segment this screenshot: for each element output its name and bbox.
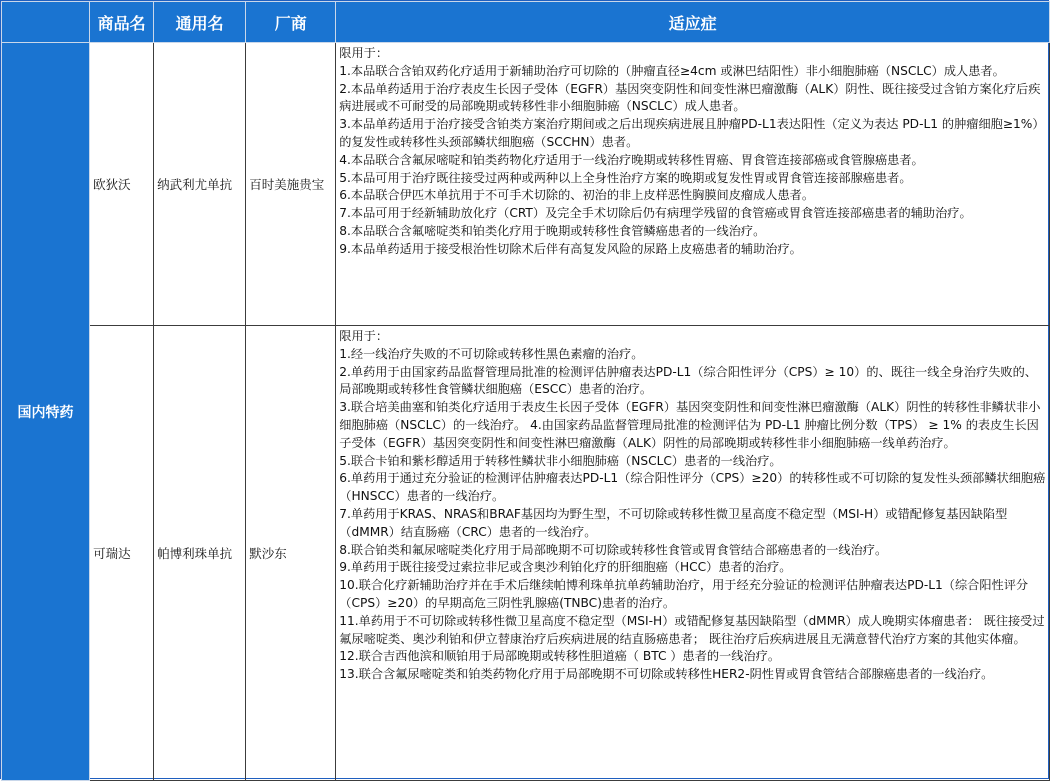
header-maker: 厂商: [246, 2, 336, 43]
header-row: [2, 2, 1050, 43]
indication-line: 6.单药用于通过充分验证的检测评估肿瘤表达PD-L1（综合阳性评分（CPS）≥20）的转移性或不可切除的复发性头颈部鳞状细胞癌（HNSCC）患者的一线治疗。: [339, 471, 1046, 504]
indication-line: 7.单药用于KRAS、NRAS和BRAF基因均为野生型，不可切除或转移性微卫星高度不稳定型（MSI-H）或错配修复基因缺陷型（dMMR）结直肠癌（CRC）患者的一线治疗。: [339, 506, 1008, 539]
indication-line: 6.本品联合伊匹木单抗用于不可手术切除的、初治的非上皮样恶性胸膜间皮瘤成人患者。: [339, 188, 815, 203]
header-corner: [2, 2, 90, 43]
indication-line: 1.经一线治疗失败的不可切除或转移性黑色素瘤的治疗。: [339, 346, 644, 361]
indication-line: 4.本品联合含氟尿嘧啶和铂类药物化疗适用于一线治疗晚期或转移性胃癌、胃食管连接部癌或食管腺癌患者。: [339, 152, 924, 167]
category-cell: 国内特药: [2, 43, 90, 781]
generic-cell: 纳武利尤单抗: [154, 43, 246, 326]
indication-line: 9.单药用于既往接受过索拉非尼或含奥沙利铂化疗的肝细胞癌（HCC）患者的治疗。: [339, 560, 792, 575]
brand-cell: 可瑞达: [90, 326, 154, 781]
indication-line: 13.联合含氟尿嘧啶类和铂类药物化疗用于局部晚期不可切除或转移性HER2-阴性胃或胃食管结合部腺癌患者的一线治疗。: [339, 667, 994, 682]
indication-line: 9.本品单药适用于接受根治性切除术后伴有高复发风险的尿路上皮癌患者的辅助治疗。: [339, 241, 802, 256]
indication-line: 2.单药用于由国家药品监督管理局批准的检测评估肿瘤表达PD-L1（综合阳性评分（CPS）≥ 10）的、既往一线全身治疗失败的、局部晚期或转移性食管鳞状细胞癌（ESCC）患者的治疗。: [339, 364, 1037, 397]
indication-line: 3.本品单药适用于治疗接受含铂类方案治疗期间或之后出现疾病进展且肿瘤PD-L1表达阳性（定义为表达 PD-L1 的肿瘤细胞≥1%）的复发性或转移性头颈部鳞状细胞癌（SCCHN）患者。: [339, 117, 1045, 149]
indication-line: 2.本品单药适用于治疗表皮生长因子受体（EGFR）基因突变阴性和间变性淋巴瘤激酶（ALK）阴性、既往接受过含铂方案化疗后疾病进展或不可耐受的局部晚期或转移性非小细胞肺癌（NSCLC）成人患者。: [339, 81, 1041, 114]
indication-line: 5.联合卡铂和紫杉醇适用于转移性鳞状非小细胞肺癌（NSCLC）患者的一线治疗。: [339, 453, 782, 468]
indication-line: 8.本品联合含氟嘧啶类和铂类化疗用于晚期或转移性食管鳞癌患者的一线治疗。: [339, 223, 766, 238]
indication-cell: [336, 43, 1050, 326]
drug-indication-table: [1, 1, 1050, 781]
indication-line: 5.本品可用于治疗既往接受过两种或两种以上全身性治疗方案的晚期或复发性胃或胃食管连接部腺癌患者。: [339, 170, 912, 185]
indication-line: 11.单药用于不可切除或转移性微卫星高度不稳定型（MSI-H）或错配修复基因缺陷型（dMMR）成人晚期实体瘤患者： 既往接受过氟尿嘧啶类、奥沙利铂和伊立替康治疗后疾病进展的结直肠癌患者； 既往治疗后疾病进展且无满意替代治疗方案的其他实体瘤。: [339, 613, 1045, 646]
generic-cell: 帕博利珠单抗: [154, 326, 246, 781]
indication-line: 限用于：: [339, 46, 389, 60]
header-generic: 通用名: [154, 2, 246, 43]
indication-line: 12.联合吉西他滨和顺铂用于局部晚期或转移性胆道癌（ BTC ）患者的一线治疗。: [339, 649, 781, 664]
indication-line: 3.联合培美曲塞和铂类化疗适用于表皮生长因子受体（EGFR）基因突变阴性和间变性淋巴瘤激酶（ALK）阴性的转移性非鳞状非小细胞肺癌（NSCLC）的一线治疗。 4.由国家药品监督管理局批准的检测评估为 PD-L1 肿瘤比例分数（TPS） ≥ 1% 的表皮生长因子受体（EGFR）基因突变阴性和间变性淋巴瘤激酶（ALK）阴性的局部晚期或转移性非小细胞肺癌一线单药治疗。: [339, 400, 1041, 450]
indication-line: 限用于：: [339, 329, 389, 343]
table-row: [2, 326, 1050, 781]
indication-line: 8.联合铂类和氟尿嘧啶类化疗用于局部晚期不可切除或转移性食管或胃食管结合部癌患者的一线治疗。: [339, 542, 888, 557]
brand-cell: 欧狄沃: [90, 43, 154, 326]
header-indication: 适应症: [336, 2, 1050, 43]
indication-line: 7.本品可用于经新辅助放化疗（CRT）及完全手术切除后仍有病理学残留的食管癌或胃食管连接部癌患者的辅助治疗。: [339, 206, 972, 221]
header-brand: 商品名: [90, 2, 154, 43]
table-row: [2, 43, 1050, 326]
indication-line: 10.联合化疗新辅助治疗并在手术后继续帕博利珠单抗单药辅助治疗，用于经充分验证的检测评估肿瘤表达PD-L1（综合阳性评分（CPS）≥20）的早期高危三阴性乳腺癌(TNBC)患者的治疗。: [339, 578, 1029, 610]
maker-cell: 默沙东: [246, 326, 336, 781]
indication-cell: [336, 326, 1050, 781]
maker-cell: 百时美施贵宝: [246, 43, 336, 326]
indication-line: 1.本品联合含铂双药化疗适用于新辅助治疗可切除的（肿瘤直径≥4cm 或淋巴结阳性）非小细胞肺癌（NSCLC）成人患者。: [339, 63, 1005, 78]
